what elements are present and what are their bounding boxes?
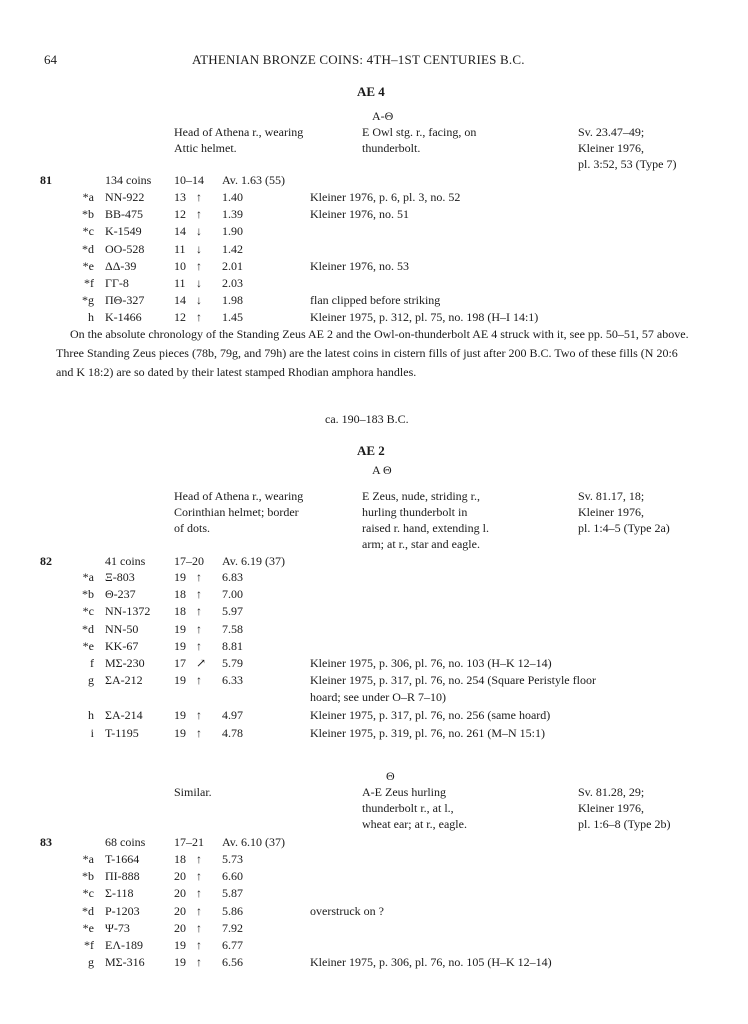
coin-letter: *e — [82, 638, 94, 653]
coin-row — [0, 241, 748, 257]
coin-id: T-1664 — [105, 852, 140, 866]
coin-axis: ↑ — [196, 587, 202, 602]
coin-letter: h — [88, 310, 94, 325]
coin-note: Kleiner 1975, p. 317, pl. 76, no. 256 (same hoard) — [310, 708, 551, 723]
coin-wt: 4.97 — [222, 708, 243, 723]
obverse-description: Similar. — [174, 785, 212, 799]
coin-row — [0, 206, 748, 222]
obverse-description: Head of Athena r., wearing Attic helmet. — [174, 125, 304, 155]
obverse-description: Head of Athena r., wearing Corinthian helmet; border of dots. — [174, 489, 304, 535]
coin-row — [0, 189, 748, 205]
coin-row — [0, 851, 748, 867]
coin-axis: ↓ — [196, 293, 202, 308]
coin-wt: 1.90 — [222, 224, 243, 239]
section-heading-ae4: AE 4 — [357, 84, 385, 99]
coin-axis: ↑ — [196, 570, 202, 584]
coin-dia: 19 — [174, 638, 186, 653]
coin-wt: 6.83 — [222, 570, 243, 584]
coin-dia: 14 — [174, 224, 186, 239]
coin-dia: 17 — [174, 656, 186, 670]
coin-note: Kleiner 1975, p. 306, pl. 76, no. 103 (H–K 12–14) — [310, 656, 552, 670]
coin-axis: ↑ — [196, 673, 202, 688]
coin-row — [0, 868, 748, 884]
coin-dia: 19 — [174, 938, 186, 952]
coin-id: NN-50 — [105, 621, 139, 636]
coin-wt: 6.56 — [222, 955, 243, 970]
coin-letter: *f — [84, 276, 94, 290]
coin-wt: 7.92 — [222, 920, 243, 935]
coin-note: Kleiner 1976, p. 6, pl. 3, no. 52 — [310, 190, 461, 204]
coin-dia: 20 — [174, 920, 186, 935]
coin-dia: 10 — [174, 258, 186, 273]
coin-dia: 12 — [174, 310, 186, 325]
coin-axis: ↓ — [196, 241, 202, 256]
coin-row — [0, 725, 748, 741]
coin-id: ΠΙ-888 — [105, 869, 140, 884]
coin-letter: *c — [82, 886, 94, 901]
coin-dia: 11 — [174, 241, 186, 256]
coin-wt: 1.39 — [222, 207, 243, 222]
coin-wt: 5.79 — [222, 656, 243, 670]
coin-letter: *a — [82, 190, 94, 204]
coin-row — [0, 954, 748, 970]
coin-axis: ↑ — [196, 725, 202, 740]
reverse-description: Α-Ε Zeus hurling thunderbolt r., at l., wheat ear; at r., eagle. — [362, 785, 467, 831]
coin-letter: g — [88, 673, 94, 688]
coin-row — [0, 885, 748, 901]
coin-wt: 7.00 — [222, 587, 243, 602]
coin-axis: ↑ — [196, 258, 202, 273]
coin-axis: ↑ — [196, 852, 202, 866]
coin-id: Ψ-73 — [105, 920, 130, 935]
coin-letter: *e — [82, 258, 94, 273]
coin-id: BB-475 — [105, 207, 144, 222]
coin-wt: 1.42 — [222, 241, 243, 256]
coin-axis: ↑ — [196, 190, 202, 204]
coin-row — [0, 672, 748, 688]
coin-id: ΣΑ-214 — [105, 708, 143, 723]
coin-id: Σ-118 — [105, 886, 134, 901]
coin-id: Ξ-803 — [105, 570, 135, 584]
coin-id: ΕΛ-189 — [105, 938, 144, 952]
coin-letter: *a — [82, 852, 94, 866]
date-heading: ca. 190–183 B.C. — [325, 412, 409, 426]
coin-wt: 2.03 — [222, 276, 243, 290]
coin-axis: ↑ — [196, 708, 202, 723]
coin-axis: ↑ — [196, 886, 202, 901]
coin-row — [0, 903, 748, 919]
coin-row — [0, 309, 748, 325]
coin-dia: 19 — [174, 673, 186, 688]
coin-dia: 18 — [174, 587, 186, 602]
coin-id: NN-1372 — [105, 604, 151, 619]
coin-letter: *g — [82, 293, 94, 308]
coin-row — [0, 920, 748, 936]
coin-wt: 8.81 — [222, 638, 243, 653]
reverse-description: Ε Zeus, nude, striding r., hurling thunderbolt in raised r. hand, extending l. arm; at r., star and eagle. — [362, 489, 489, 551]
coin-letter: *a — [82, 570, 94, 584]
coin-row — [0, 569, 748, 585]
coin-note: Kleiner 1975, p. 317, pl. 76, no. 254 (Square Peristyle floor — [310, 673, 596, 688]
coin-note: Kleiner 1975, p. 306, pl. 76, no. 105 (H–K 12–14) — [310, 955, 552, 970]
coin-axis: ↑ — [196, 207, 202, 222]
coin-id: T-1195 — [105, 725, 139, 740]
coin-wt: 1.45 — [222, 310, 243, 325]
ethnic-legend: Θ — [386, 769, 395, 783]
coin-axis: ↑ — [196, 638, 202, 653]
coin-dia: 19 — [174, 955, 186, 970]
coin-letter: g — [88, 955, 94, 970]
coin-letter: *b — [82, 869, 94, 884]
coin-letter: *c — [82, 604, 94, 619]
ethnic-legend: Α Θ — [372, 463, 392, 477]
coin-id: K-1549 — [105, 224, 142, 239]
coin-note: Kleiner 1975, p. 312, pl. 75, no. 198 (H–I 14:1) — [310, 310, 539, 325]
coin-letter: i — [90, 725, 94, 740]
coin-letter: *d — [82, 621, 94, 636]
coin-axis: ↑ — [196, 955, 202, 970]
coin-dia: 13 — [174, 190, 186, 204]
coin-wt: 5.97 — [222, 604, 243, 619]
type-summary-row: 82 41 coins 17–20 Av. 6.19 (37) — [40, 554, 285, 568]
coin-letter: f — [90, 656, 94, 670]
coin-id: ΠΘ-327 — [105, 293, 145, 308]
coin-letter: h — [88, 708, 94, 723]
coin-row — [0, 258, 748, 274]
coin-letter: *e — [82, 920, 94, 935]
coin-letter: *c — [82, 224, 94, 239]
coin-dia: 19 — [174, 570, 186, 584]
type-summary-row: 83 68 coins 17–21 Av. 6.10 (37) — [40, 835, 285, 849]
coin-wt: 1.40 — [222, 190, 243, 204]
coin-dia: 12 — [174, 207, 186, 222]
coin-id: K-1466 — [105, 310, 142, 325]
coin-letter: *d — [82, 241, 94, 256]
coin-wt: 7.58 — [222, 621, 243, 636]
coin-wt: 6.60 — [222, 869, 243, 884]
coin-wt: 4.78 — [222, 725, 243, 740]
coin-axis: ↑ — [196, 903, 202, 918]
coin-row — [0, 586, 748, 602]
coin-row — [0, 275, 748, 291]
commentary-paragraph: On the absolute chronology of the Standing Zeus AE 2 and the Owl-on-thunderbolt AE 4 struck with it, see pp. 50–51, 57 above. Three Standing Zeus pieces (78b, 79g, and 79h) are the latest coins in cistern fills of just after 200 B.C. Two of these fills (N 20:6 and K 18:2) are so dated by their latest stamped Rhodian amphora handles. — [56, 327, 689, 379]
coin-dia: 20 — [174, 869, 186, 884]
coin-note: overstruck on ? — [310, 903, 384, 918]
coin-dia: 18 — [174, 852, 186, 866]
references: Sv. 23.47–49; Kleiner 1976, pl. 3:52, 53 (Type 7) — [578, 125, 677, 171]
coin-dia: 20 — [174, 886, 186, 901]
coin-letter: *d — [82, 903, 94, 918]
coin-id: P-1203 — [105, 903, 140, 918]
coin-wt: 5.87 — [222, 886, 243, 901]
coin-dia: 11 — [174, 276, 186, 290]
coin-axis: ↑ — [196, 869, 202, 884]
coin-letter: *b — [82, 207, 94, 222]
section-heading-ae2: AE 2 — [357, 443, 385, 458]
references: Sv. 81.28, 29; Kleiner 1976, pl. 1:6–8 (Type 2b) — [578, 785, 671, 831]
coin-row — [0, 638, 748, 654]
type-summary-row: 81 134 coins 10–14 Av. 1.63 (55) — [40, 173, 285, 187]
coin-axis: ↑ — [196, 920, 202, 935]
coin-axis: ↑ — [196, 938, 202, 952]
coin-axis: ↗ — [196, 656, 207, 670]
coin-note: Kleiner 1976, no. 53 — [310, 258, 409, 273]
coin-dia: 14 — [174, 293, 186, 308]
coin-axis: ↓ — [196, 276, 202, 290]
coin-dia: 18 — [174, 604, 186, 619]
coin-wt: 5.86 — [222, 903, 243, 918]
coin-dia: 19 — [174, 621, 186, 636]
coin-wt: 6.77 — [222, 938, 243, 952]
coin-id: ΜΣ-230 — [105, 656, 145, 670]
coin-id: OO-528 — [105, 241, 145, 256]
coin-note: hoard; see under O–R 7–10) — [310, 690, 446, 705]
coin-wt: 5.73 — [222, 852, 243, 866]
coin-row — [0, 655, 748, 671]
coin-letter: *f — [84, 938, 94, 952]
coin-row — [0, 223, 748, 239]
coin-dia: 19 — [174, 725, 186, 740]
coin-note: Kleiner 1976, no. 51 — [310, 207, 409, 222]
coin-axis: ↑ — [196, 310, 202, 325]
coin-row — [0, 292, 748, 308]
coin-letter: *b — [82, 587, 94, 602]
coin-axis: ↑ — [196, 621, 202, 636]
coin-id: NN-922 — [105, 190, 145, 204]
coin-note: flan clipped before striking — [310, 293, 441, 308]
coin-wt: 6.33 — [222, 673, 243, 688]
ethnic-legend: Α-Θ — [372, 109, 394, 123]
running-title: ATHENIAN BRONZE COINS: 4TH–1ST CENTURIES B.C. — [192, 52, 525, 67]
coin-row — [0, 707, 748, 723]
coin-row — [0, 603, 748, 619]
coin-id: ΔΔ-39 — [105, 258, 137, 273]
coin-id: ΓΓ-8 — [105, 276, 129, 290]
coin-row — [0, 937, 748, 953]
page-number: 64 — [44, 52, 57, 67]
coin-wt: 1.98 — [222, 293, 243, 308]
references: Sv. 81.17, 18; Kleiner 1976, pl. 1:4–5 (Type 2a) — [578, 489, 670, 535]
coin-note: Kleiner 1975, p. 319, pl. 76, no. 261 (M–N 15:1) — [310, 725, 545, 740]
reverse-description: Ε Owl stg. r., facing, on thunderbolt. — [362, 125, 477, 155]
coin-axis: ↓ — [196, 224, 202, 239]
coin-id: ΜΣ-316 — [105, 955, 145, 970]
coin-row-continuation — [0, 689, 748, 705]
coin-id: Θ-237 — [105, 587, 136, 602]
coin-dia: 19 — [174, 708, 186, 723]
coin-row — [0, 621, 748, 637]
coin-wt: 2.01 — [222, 258, 243, 273]
coin-axis: ↑ — [196, 604, 202, 619]
coin-id: ΣΑ-212 — [105, 673, 143, 688]
coin-id: KK-67 — [105, 638, 139, 653]
coin-dia: 20 — [174, 903, 186, 918]
